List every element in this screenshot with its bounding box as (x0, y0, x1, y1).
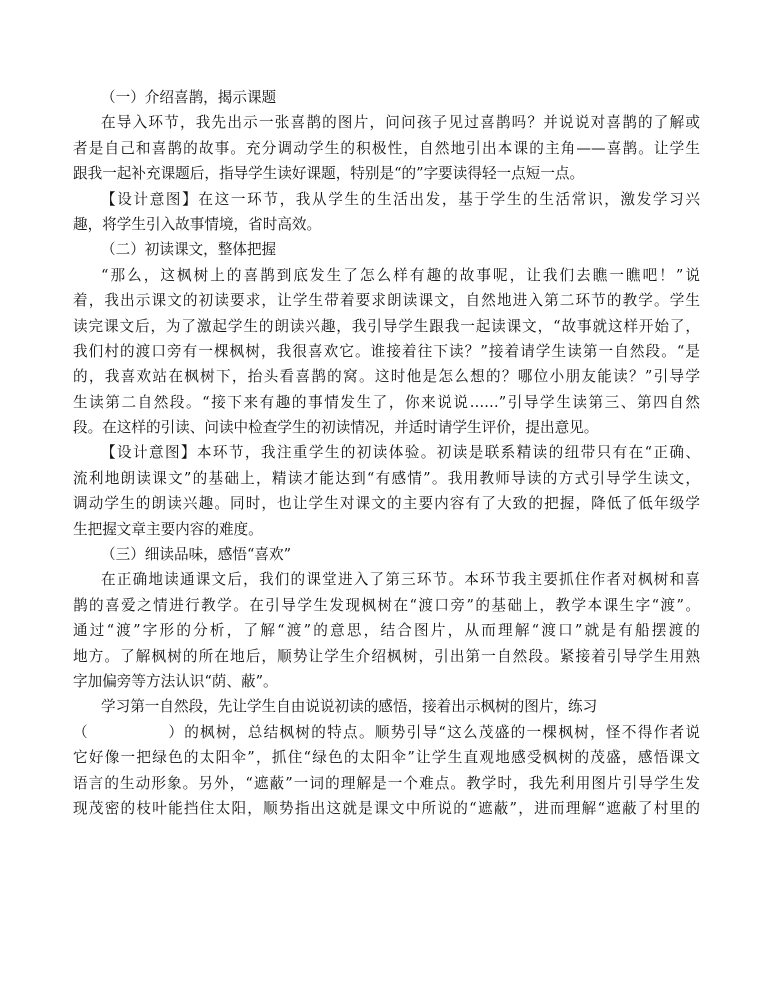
paragraph-line: 它好像一把绿色的太阳伞”，抓住“绿色的太阳伞”让学生直观地感受枫树的茂盛，感悟课文 (73, 749, 700, 767)
design-intent-line: 【设计意图】在这一环节，我从学生的生活出发，基于学生的生活常识，激发学习兴 (101, 190, 700, 208)
design-intent-line: 调动学生的朗读兴趣。同时，也让学生对课文的主要内容有了大致的把握，降低了低年级学 (73, 495, 700, 513)
paragraph-line: 者是自己和喜鹊的故事。充分调动学生的积极性，自然地引出本课的主角——喜鹊。让学生 (73, 139, 700, 157)
design-intent-line: 生把握文章主要内容的难度。 (73, 520, 263, 538)
paragraph-line: 的，我喜欢站在枫树下，抬头看喜鹊的窝。这时他是怎么想的？哪位小朋友能读？”引导学 (73, 368, 700, 386)
section-heading-2: （二）初读课文，整体把握 (101, 241, 277, 259)
paragraph-line: 现茂密的枝叶能挡住太阳，顺势指出这就是课文中所说的“遮蔽”，进而理解“遮蔽了村里的 (73, 799, 700, 817)
design-intent-line: 【设计意图】本环节，我注重学生的初读体验。初读是联系精读的纽带只有在“正确、 (101, 444, 700, 462)
paragraph-line: 生读第二自然段。“接下来有趣的事情发生了，你来说说……”引导学生读第三、第四自然 (73, 393, 700, 411)
document-page (73, 85, 700, 821)
paragraph-line: 着，我出示课文的初读要求，让学生带着要求朗读课文，自然地进入第二环节的教学。学生 (73, 292, 700, 310)
paragraph-line: 段。在这样的引读、问读中检查学生的初读情况，并适时请学生评价，提出意见。 (73, 419, 599, 437)
paragraph-line: 字加偏旁等方法认识“荫、蔽”。 (73, 672, 278, 690)
paragraph-line: 跟我一起补充课题后，指导学生读好课题，特别是“的”字要读得轻一点短一点。 (73, 165, 585, 183)
design-intent-line: 趣，将学生引入故事情境，省时高效。 (73, 215, 322, 233)
paragraph-line: 学习第一自然段，先让学生自由说说初读的感悟，接着出示枫树的图片，练习 (101, 698, 598, 716)
section-heading-1: （一）介绍喜鹊，揭示课题 (101, 89, 277, 106)
paragraph-line: 在正确地读通课文后，我们的课堂进入了第三环节。本环节我主要抓住作者对枫树和喜 (101, 571, 700, 589)
paragraph-line: 通过“渡”字形的分析，了解“渡”的意思，结合图片，从而理解“渡口”就是有船摆渡的 (73, 622, 700, 640)
paragraph-line: 地方。了解枫树的所在地后，顺势让学生介绍枫树，引出第一自然段。紧接着引导学生用熟 (73, 647, 700, 665)
paragraph-line: 语言的生动形象。另外，“遮蔽”一词的理解是一个难点。教学时，我先利用图片引导学生发 (73, 774, 700, 792)
paragraph-line: “那么，这枫树上的喜鹊到底发生了怎么样有趣的故事呢，让我们去瞧一瞧吧！”说 (101, 266, 700, 284)
paragraph-line: 读完课文后，为了激起学生的朗读兴趣，我引导学生跟我一起读课文，“故事就这样开始了， (73, 317, 700, 335)
paragraph-line: 我们村的渡口旁有一棵枫树，我很喜欢它。谁接着往下读？”接着请学生读第一自然段。“是 (73, 342, 700, 360)
paragraph-line: 在导入环节，我先出示一张喜鹊的图片，问问孩子见过喜鹊吗？并说说对喜鹊的了解或 (101, 114, 700, 132)
section-heading-3: （三）细读品味，感悟“喜欢” (101, 546, 292, 564)
paragraph-line: （ ）的枫树，总结枫树的特点。顺势引导“这么茂盛的一棵枫树，怪不得作者说 (73, 723, 700, 741)
paragraph-line: 鹊的喜爱之情进行教学。在引导学生发现枫树在“渡口旁”的基础上，教学本课生字“渡”。 (73, 596, 700, 614)
design-intent-line: 流利地朗读课文”的基础上，精读才能达到“有感情”。我用教师导读的方式引导学生读文， (73, 469, 700, 487)
